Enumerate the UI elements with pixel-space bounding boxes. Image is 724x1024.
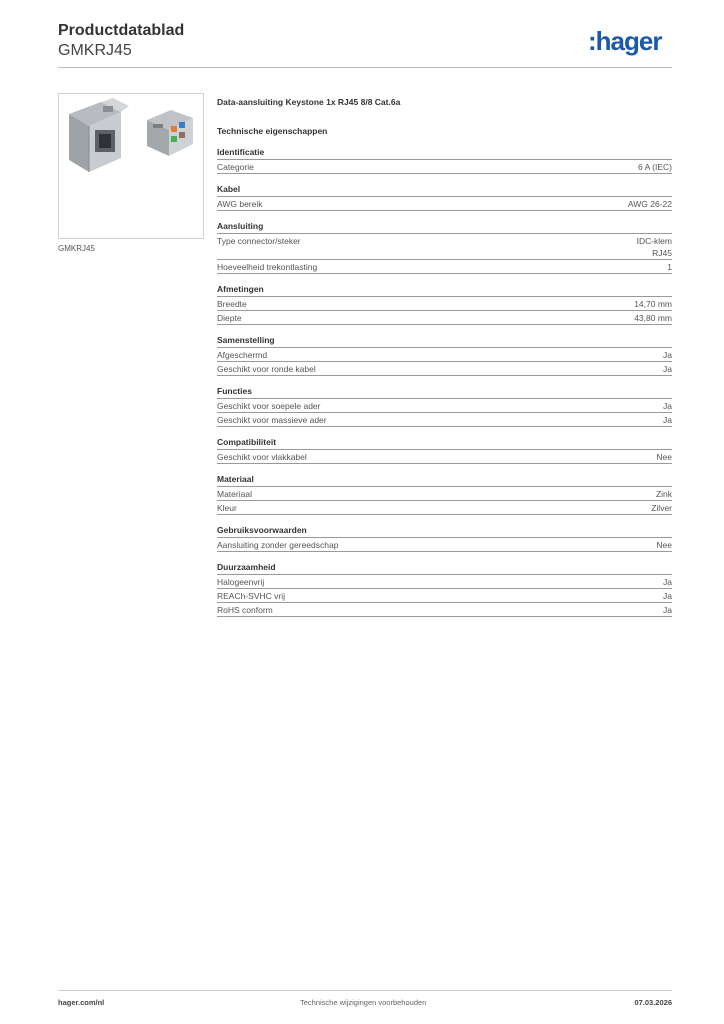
spec-label: Geschikt voor vlakkabel: [217, 452, 307, 462]
section-title: Duurzaamheid: [217, 561, 672, 575]
spec-value: Ja: [663, 350, 672, 360]
spec-value: Nee: [656, 540, 672, 550]
page-header: [58, 21, 184, 61]
spec-row: [217, 487, 672, 501]
section-title: Gebruiksvoorwaarden: [217, 524, 672, 538]
spec-value: Ja: [663, 415, 672, 425]
footer-website[interactable]: hager.com/nl: [58, 998, 105, 1007]
section-title: Afmetingen: [217, 283, 672, 297]
spec-value: Ja: [663, 577, 672, 587]
spec-content: [217, 95, 672, 617]
spec-row: [217, 362, 672, 376]
spec-section: [217, 220, 672, 274]
spec-label: Geschikt voor soepele ader: [217, 401, 321, 411]
spec-row: [217, 413, 672, 427]
product-image: [58, 93, 204, 239]
spec-row: [217, 348, 672, 362]
spec-section: [217, 385, 672, 427]
section-title: Kabel: [217, 183, 672, 197]
spec-value: 1: [667, 262, 672, 272]
spec-heading: Technische eigenschappen: [217, 126, 328, 136]
spec-section: [217, 146, 672, 174]
spec-row: [217, 575, 672, 589]
spec-label: Geschikt voor massieve ader: [217, 415, 327, 425]
section-title: Compatibiliteit: [217, 436, 672, 450]
spec-value: 43,80 mm: [634, 313, 672, 323]
product-code: GMKRJ45: [58, 42, 132, 59]
spec-label: Breedte: [217, 299, 247, 309]
spec-section: [217, 334, 672, 376]
section-title: Samenstelling: [217, 334, 672, 348]
spec-value: 6 A (IEC): [637, 162, 672, 172]
spec-label: Afgeschermd: [217, 350, 268, 360]
rj45-keystone-module-photo: [59, 94, 203, 238]
header-divider: [58, 67, 672, 68]
spec-value: Ja: [663, 591, 672, 601]
spec-section: [217, 436, 672, 464]
spec-label: Hoeveelheid trekontlasting: [217, 262, 318, 272]
spec-label: Type connector/steker: [217, 236, 301, 246]
section-title: Materiaal: [217, 473, 672, 487]
spec-section: [217, 524, 672, 552]
spec-row: [217, 260, 672, 274]
spec-row: [217, 538, 672, 552]
page-title: Productdatablad: [58, 22, 185, 39]
spec-label: REACh-SVHC vrij: [217, 591, 286, 601]
spec-row: [217, 501, 672, 515]
spec-section: [217, 183, 672, 211]
footer-divider: [58, 990, 672, 991]
section-title: Identificatie: [217, 146, 672, 160]
hager-logo: [588, 26, 674, 60]
spec-row: [217, 311, 672, 325]
footer-disclaimer: Technische wijzigingen voorbehouden: [300, 998, 427, 1007]
spec-value: Ja: [663, 401, 672, 411]
spec-label: Categorie: [217, 162, 254, 172]
spec-value: Ja: [663, 364, 672, 374]
spec-value: Zink: [655, 489, 672, 499]
spec-section: [217, 283, 672, 325]
spec-label: RoHS conform: [217, 605, 273, 615]
section-title: Functies: [217, 385, 672, 399]
spec-row: [217, 589, 672, 603]
spec-label: Geschikt voor ronde kabel: [217, 364, 316, 374]
spec-row: [217, 399, 672, 413]
spec-section: [217, 561, 672, 617]
spec-row: [217, 197, 672, 211]
spec-label: Aansluiting zonder gereedschap: [217, 540, 339, 550]
spec-label: Diepte: [217, 313, 242, 323]
svg-text::hager: :hager: [588, 26, 662, 56]
spec-row: [217, 160, 672, 174]
footer-date: 07.03.2026: [634, 998, 672, 1007]
spec-value: Nee: [656, 452, 672, 462]
spec-row: [217, 603, 672, 617]
spec-label: Halogeenvrij: [217, 577, 265, 587]
spec-label: Materiaal: [217, 489, 252, 499]
spec-label: AWG bereik: [217, 199, 263, 209]
spec-value: 14,70 mm: [634, 299, 672, 309]
spec-label: Kleur: [217, 503, 237, 513]
product-title: Data-aansluiting Keystone 1x RJ45 8/8 Cat.6a: [217, 97, 401, 107]
spec-value: Zilver: [651, 503, 672, 513]
spec-value: AWG 26-22: [627, 199, 672, 209]
spec-row: [217, 234, 672, 260]
spec-row: [217, 297, 672, 311]
spec-value: IDC-klem RJ45: [636, 236, 672, 258]
spec-sections: [217, 146, 672, 617]
section-title: Aansluiting: [217, 220, 672, 234]
spec-section: [217, 473, 672, 515]
spec-row: [217, 450, 672, 464]
spec-value: Ja: [663, 605, 672, 615]
image-caption: GMKRJ45: [58, 244, 95, 253]
